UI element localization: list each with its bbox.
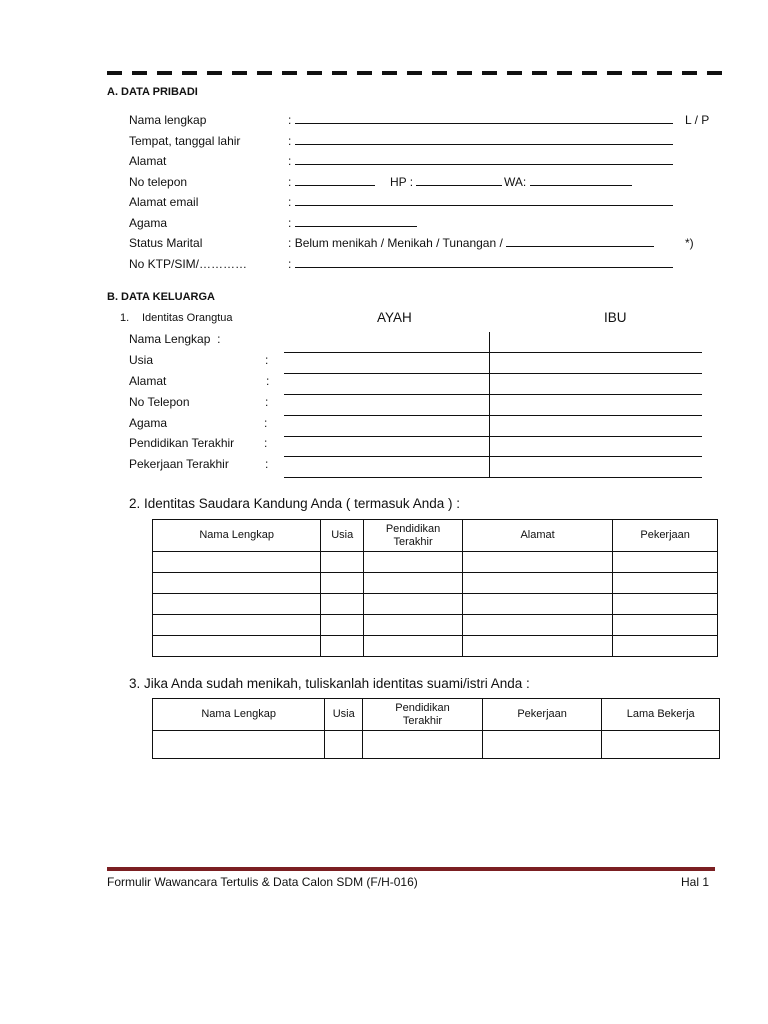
parent-label-pendidikan: Pendidikan Terakhir [129, 436, 235, 450]
spouse-table [152, 698, 720, 759]
table-cell[interactable] [364, 615, 463, 636]
table-cell[interactable] [364, 636, 463, 657]
column-ibu: IBU [604, 310, 627, 325]
table-cell[interactable] [321, 573, 364, 594]
field-label-email: Alamat email [129, 195, 199, 209]
row-line[interactable] [284, 456, 702, 457]
table-cell[interactable] [462, 573, 612, 594]
field-nama[interactable]: : [288, 113, 673, 127]
header-usia: Usia [321, 520, 364, 552]
field-label-ttl: Tempat, tanggal lahir [129, 134, 241, 148]
table-cell[interactable] [153, 594, 321, 615]
sub3-title: 3. Jika Anda sudah menikah, tuliskanlah identitas suami/istri Anda : [129, 676, 530, 691]
header-pekerjaan: Pekerjaan [482, 699, 602, 731]
footer-rule [107, 867, 715, 871]
page-number: Hal 1 [681, 875, 710, 889]
table-cell[interactable] [613, 636, 718, 657]
field-status[interactable]: : Belum menikah / Menikah / Tunangan / [288, 236, 654, 250]
table-cell[interactable] [363, 731, 483, 759]
table-cell[interactable] [325, 731, 363, 759]
field-agama[interactable]: : [288, 216, 417, 230]
field-label-alamat: Alamat [129, 154, 167, 168]
footer-title: Formulir Wawancara Tertulis & Data Calon SDM (F/H-016) [107, 875, 418, 889]
table-cell[interactable] [613, 615, 718, 636]
table-cell[interactable] [462, 615, 612, 636]
field-label-nama: Nama lengkap [129, 113, 207, 127]
table-cell[interactable] [613, 594, 718, 615]
row-line[interactable] [284, 373, 702, 374]
dashed-separator [107, 71, 729, 75]
parent-label-agama: Agama [129, 416, 168, 430]
section-a-title: A. DATA PRIBADI [107, 86, 198, 98]
table-cell[interactable] [462, 636, 612, 657]
sub2-title: 2. Identitas Saudara Kandung Anda ( termasuk Anda ) : [129, 496, 460, 511]
section-b-title: B. DATA KELUARGA [107, 291, 215, 303]
row-line[interactable] [284, 394, 702, 395]
table-row [153, 615, 718, 636]
field-telepon[interactable]: : [288, 175, 375, 189]
table-cell[interactable] [602, 731, 720, 759]
table-row [153, 636, 718, 657]
colon: : [265, 395, 269, 409]
header-nama: Nama Lengkap [153, 520, 321, 552]
gender-options[interactable]: L / P [685, 113, 710, 127]
sub1-title: Identitas Orangtua [142, 312, 233, 324]
row-line[interactable] [284, 415, 702, 416]
colon: : [265, 457, 269, 471]
colon: : [264, 416, 268, 430]
field-label-ktp: No KTP/SIM/………… [129, 257, 248, 271]
field-wa[interactable]: WA: [504, 175, 632, 189]
table-cell[interactable] [364, 594, 463, 615]
table-cell[interactable] [462, 594, 612, 615]
colon: : [266, 374, 270, 388]
colon: : [265, 353, 269, 367]
row-line[interactable] [284, 477, 702, 478]
footnote-marker: *) [685, 236, 694, 250]
table-cell[interactable] [321, 615, 364, 636]
table-row [153, 573, 718, 594]
table-cell[interactable] [153, 552, 321, 573]
field-label-agama: Agama [129, 216, 168, 230]
field-email[interactable]: : [288, 195, 673, 209]
row-line[interactable] [284, 436, 702, 437]
header-pekerjaan: Pekerjaan [613, 520, 718, 552]
field-hp[interactable]: HP : [390, 175, 502, 189]
table-row [153, 552, 718, 573]
table-cell[interactable] [153, 636, 321, 657]
table-cell[interactable] [613, 573, 718, 594]
table-row [153, 731, 720, 759]
parent-label-nama: Nama Lengkap : [129, 332, 221, 346]
table-cell[interactable] [153, 731, 325, 759]
field-ktp[interactable]: : [288, 257, 673, 271]
table-cell[interactable] [153, 615, 321, 636]
parent-label-telepon: No Telepon [129, 395, 190, 409]
field-alamat[interactable]: : [288, 154, 673, 168]
siblings-table [152, 519, 718, 657]
table-cell[interactable] [462, 552, 612, 573]
table-cell[interactable] [321, 636, 364, 657]
table-row [153, 594, 718, 615]
table-cell[interactable] [482, 731, 602, 759]
column-ayah: AYAH [377, 310, 412, 325]
table-cell[interactable] [613, 552, 718, 573]
field-ttl[interactable]: : [288, 134, 673, 148]
parent-label-usia: Usia [129, 353, 154, 367]
field-label-status: Status Marital [129, 236, 203, 250]
row-line[interactable] [284, 352, 702, 353]
header-pendidikan: Pendidikan Terakhir [363, 699, 483, 731]
field-label-telepon: No telepon [129, 175, 188, 189]
header-nama: Nama Lengkap [153, 699, 325, 731]
table-header-row [153, 699, 720, 731]
header-pendidikan: Pendidikan Terakhir [364, 520, 463, 552]
parent-label-alamat: Alamat [129, 374, 167, 388]
table-cell[interactable] [321, 552, 364, 573]
table-header-row [153, 520, 718, 552]
header-lama-bekerja: Lama Bekerja [602, 699, 720, 731]
colon: : [264, 436, 268, 450]
table-cell[interactable] [364, 552, 463, 573]
table-cell[interactable] [153, 573, 321, 594]
sub1-number: 1. [120, 312, 130, 324]
header-alamat: Alamat [462, 520, 612, 552]
parent-label-pekerjaan: Pekerjaan Terakhir [129, 457, 229, 471]
table-cell[interactable] [364, 573, 463, 594]
table-cell[interactable] [321, 594, 364, 615]
header-usia: Usia [325, 699, 363, 731]
